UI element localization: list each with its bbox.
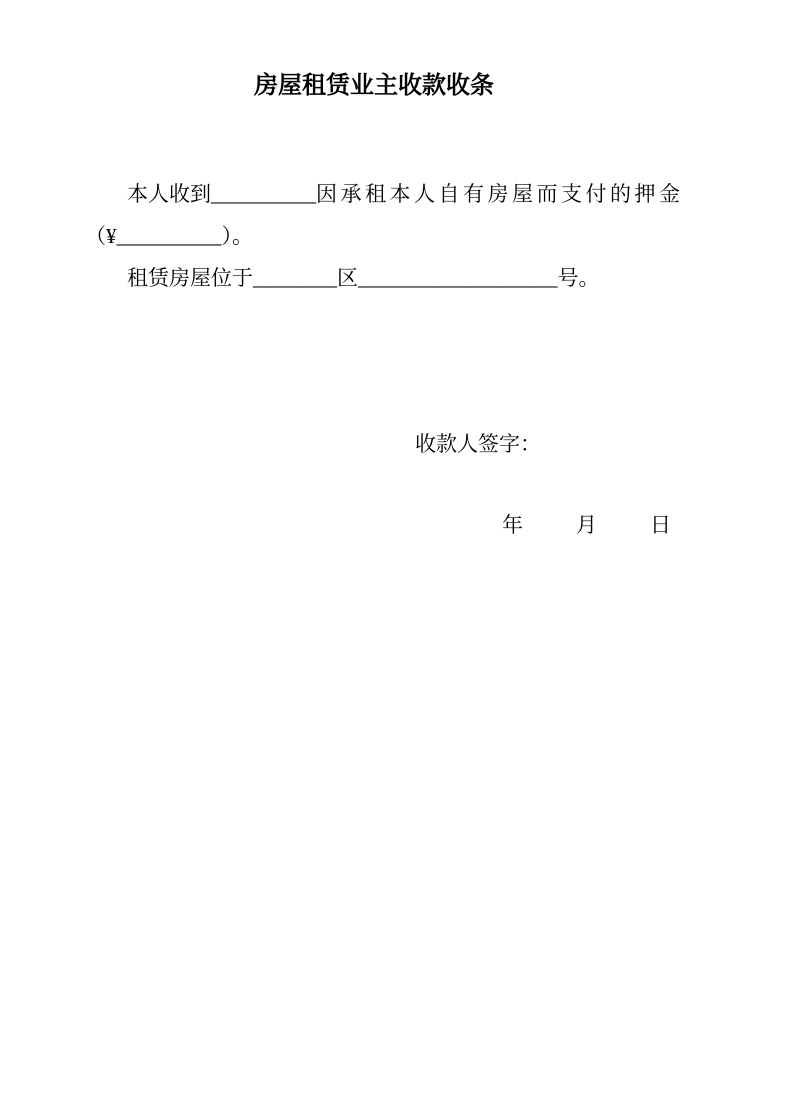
document-body bbox=[85, 173, 707, 299]
date-year-label: 年 bbox=[502, 513, 523, 537]
date-line bbox=[502, 504, 707, 546]
body-line-amount: （¥__________）。 bbox=[85, 224, 253, 248]
document-title: 房屋租赁业主收款收条 bbox=[254, 73, 494, 99]
date-day-label: 日 bbox=[650, 513, 671, 537]
body-line-address: 租赁房屋位于________区___________________号。 bbox=[127, 266, 600, 290]
signature-label: 收款人签字： bbox=[415, 432, 541, 456]
deposit-text-suffix: 因承租本人自有房屋而支付的押金 bbox=[316, 182, 684, 206]
date-month-label: 月 bbox=[576, 513, 597, 537]
blank-payer-name: __________ bbox=[211, 182, 316, 206]
body-line-deposit bbox=[85, 173, 707, 215]
deposit-text-prefix: 本人收到 bbox=[127, 182, 211, 206]
